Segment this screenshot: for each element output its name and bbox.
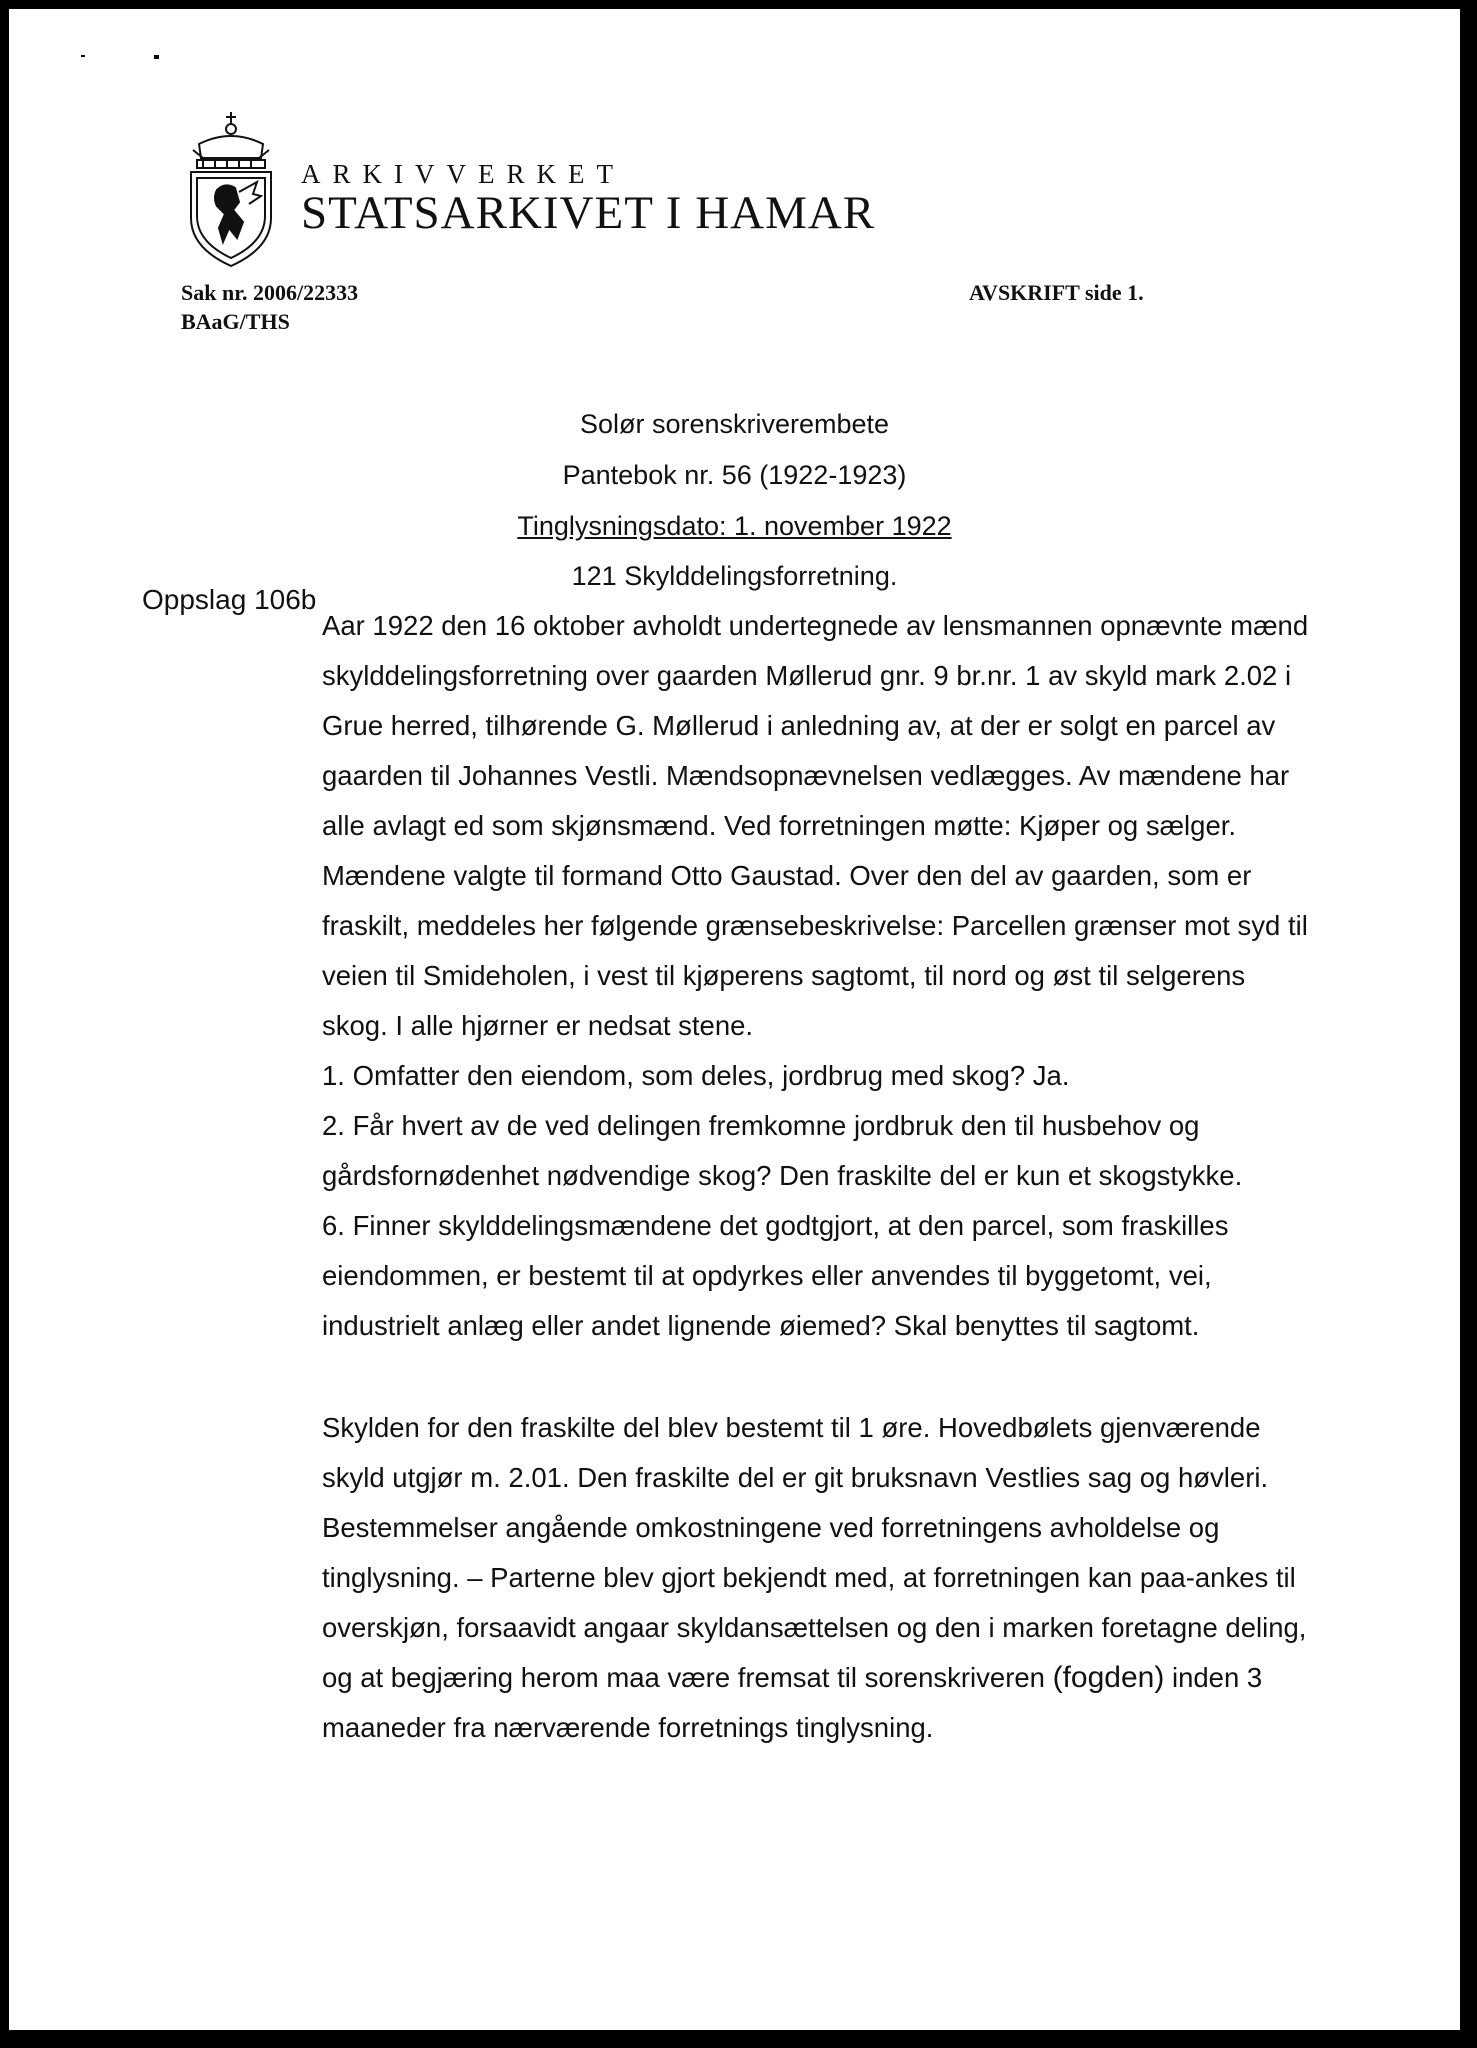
text-line: Bestemmelser angående omkostningene ved forretningens avholdelse og <box>322 1512 1220 1543</box>
text-line: industrielt anlæg eller andet lignende øiemed? Skal benyttes til sagtomt. <box>322 1310 1200 1341</box>
transcript-page-label: AVSKRIFT side 1. <box>969 280 1144 305</box>
case-initials: BAaG/THS <box>181 309 290 334</box>
text-line: skog. I alle hjørner er nedsat stene. <box>322 1010 754 1041</box>
scan-speck <box>154 55 159 59</box>
text-line: maaneder fra nærværende forretnings tinglysning. <box>322 1712 934 1743</box>
text-line: gaarden til Johannes Vestli. Mændsopnævnelsen vedlægges. Av mændene har <box>322 760 1290 791</box>
text-segment: inden 3 <box>1164 1662 1263 1693</box>
scan-speck <box>81 55 85 57</box>
text-line: gårdsfornødenhet nødvendige skog? Den fraskilte del er kun et skogstykke. <box>322 1160 1243 1191</box>
text-line: 2. Får hvert av de ved delingen fremkomne jordbruk den til husbehov og <box>322 1110 1200 1141</box>
text-line: veien til Smideholen, i vest til kjøperens sagtomt, til nord og øst til selgerens <box>322 960 1246 991</box>
mortgage-book-heading: Pantebok nr. 56 (1922-1923) <box>562 460 907 490</box>
text-line: overskjøn, forsaavidt angaar skyldansættelsen og den i marken foretagne deling, <box>322 1612 1307 1643</box>
document-page <box>9 9 1460 2030</box>
text-line: skylddelingsforretning over gaarden Møllerud gnr. 9 br.nr. 1 av skyld mark 2.02 i <box>322 660 1292 691</box>
text-line: 1. Omfatter den eiendom, som deles, jordbrug med skog? Ja. <box>322 1060 1070 1091</box>
text-line: fraskilt, meddeles her følgende grænsebeskrivelse: Parcellen grænser mot syd til <box>322 910 1308 941</box>
text-segment: og at begjæring herom maa være fremsat til sorenskriveren <box>322 1662 1053 1693</box>
emphasized-word: (fogden) <box>1052 1661 1165 1694</box>
text-line: skyld utgjør m. 2.01. Den fraskilte del er git bruksnavn Vestlies sag og høvleri. <box>322 1462 1269 1493</box>
text-line: eiendommen, er bestemt til at opdyrkes eller anvendes til byggetomt, vei, <box>322 1260 1212 1291</box>
letterhead-institution-name: STATSARKIVET I HAMAR <box>301 187 876 239</box>
text-line <box>322 1653 1367 1703</box>
text-line: Aar 1922 den 16 oktober avholdt undertegnede av lensmannen opnævnte mænd <box>322 610 1309 641</box>
registration-date-heading: Tinglysningsdato: 1. november 1922 <box>517 511 952 541</box>
text-line: Skylden for den fraskilte del blev bestemt til 1 øre. Hovedbølets gjenværende <box>322 1412 1261 1443</box>
norwegian-coat-of-arms-icon <box>177 110 285 270</box>
case-number: Sak nr. 2006/22333 <box>181 280 359 305</box>
court-office-heading: Solør sorenskriverembete <box>579 409 890 439</box>
text-line: tinglysning. – Parterne blev gjort bekjendt med, at forretningen kan paa-ankes til <box>322 1562 1296 1593</box>
text-line: alle avlagt ed som skjønsmænd. Ved forretningen møtte: Kjøper og sælger. <box>322 810 1237 841</box>
paragraph-2 <box>322 1403 1367 1753</box>
text-line: Grue herred, tilhørende G. Møllerud i anledning av, at der er solgt en parcel av <box>322 710 1276 741</box>
letterhead-archive-name: ARKIVVERKET <box>301 159 625 189</box>
entry-heading: 121 Skylddelingsforretning. <box>571 561 898 591</box>
margin-note: Oppslag 106b <box>142 584 317 615</box>
text-line: 6. Finner skylddelingsmændene det godtgjort, at den parcel, som fraskilles <box>322 1210 1229 1241</box>
paragraph-1 <box>322 601 1367 1351</box>
text-line: Mændene valgte til formand Otto Gaustad. Over den del av gaarden, som er <box>322 860 1252 891</box>
